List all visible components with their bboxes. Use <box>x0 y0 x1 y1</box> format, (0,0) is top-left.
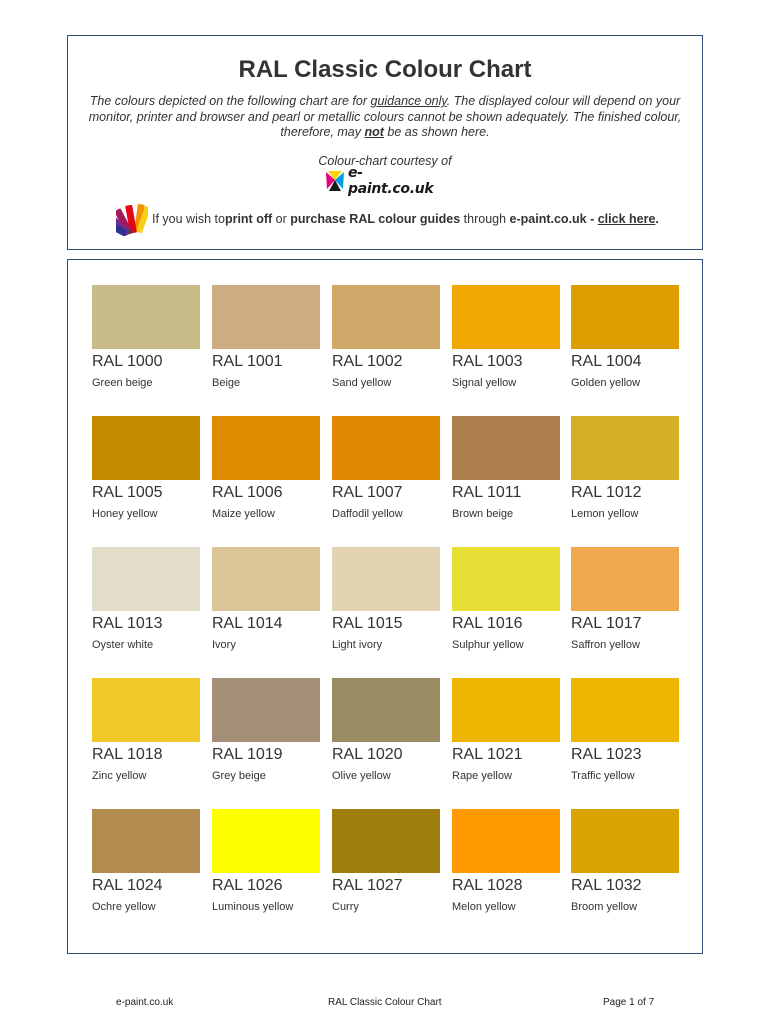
ral-code: RAL 1007 <box>332 484 403 501</box>
colour-swatch-card <box>332 809 442 913</box>
colour-swatch-card <box>92 416 202 520</box>
ral-code: RAL 1016 <box>452 615 523 632</box>
colour-name: Luminous yellow <box>212 901 294 913</box>
colour-sample <box>212 678 320 742</box>
colour-name: Golden yellow <box>571 377 641 389</box>
colour-swatch-card <box>92 809 202 913</box>
ral-code: RAL 1006 <box>212 484 283 501</box>
colour-name: Zinc yellow <box>92 770 147 782</box>
colour-name: Beige <box>212 377 241 389</box>
colour-name: Oyster white <box>92 639 154 651</box>
colour-swatch-card <box>332 678 442 782</box>
colour-swatch-card <box>212 547 322 651</box>
ral-code: RAL 1001 <box>212 353 283 370</box>
ral-code: RAL 1023 <box>571 746 642 763</box>
colour-swatch-card <box>452 547 562 651</box>
colour-sample <box>92 285 200 349</box>
footer-title: RAL Classic Colour Chart <box>328 997 442 1008</box>
colour-name: Ochre yellow <box>92 901 156 913</box>
colour-name: Sand yellow <box>332 377 392 389</box>
colour-swatch-card <box>332 547 442 651</box>
ral-code: RAL 1032 <box>571 877 642 894</box>
colour-sample <box>212 285 320 349</box>
colour-name: Light ivory <box>332 639 383 651</box>
colour-sample <box>571 809 679 873</box>
ral-code: RAL 1028 <box>452 877 523 894</box>
ral-code: RAL 1002 <box>332 353 403 370</box>
colour-swatch-card <box>571 809 681 913</box>
colour-sample <box>571 547 679 611</box>
not-emphasis: not <box>364 125 384 139</box>
colour-sample <box>332 678 440 742</box>
ral-code: RAL 1024 <box>92 877 163 894</box>
colour-swatch-card <box>332 285 442 389</box>
footer-site: e-paint.co.uk <box>116 997 174 1008</box>
colour-name: Lemon yellow <box>571 508 639 520</box>
ral-code: RAL 1003 <box>452 353 523 370</box>
ral-code: RAL 1021 <box>452 746 523 763</box>
footer-page-number: Page 1 of 7 <box>603 997 655 1008</box>
colour-name: Signal yellow <box>452 377 517 389</box>
colour-name: Sulphur yellow <box>452 639 524 651</box>
colour-sample <box>452 678 560 742</box>
colour-swatch-card <box>571 416 681 520</box>
ral-code: RAL 1014 <box>212 615 283 632</box>
colour-name: Maize yellow <box>212 508 275 520</box>
colour-sample <box>452 547 560 611</box>
colour-name: Melon yellow <box>452 901 516 913</box>
colour-name: Broom yellow <box>571 901 638 913</box>
ral-code: RAL 1018 <box>92 746 163 763</box>
colour-sample <box>212 416 320 480</box>
colour-swatch-card <box>571 547 681 651</box>
colour-name: Honey yellow <box>92 508 158 520</box>
colour-sample <box>571 285 679 349</box>
ral-code: RAL 1015 <box>332 615 403 632</box>
colour-sample <box>92 547 200 611</box>
e-paint-logo[interactable] <box>324 165 448 197</box>
ral-code: RAL 1011 <box>452 484 522 501</box>
colour-swatch-card <box>452 809 562 913</box>
colour-swatch-card <box>212 285 322 389</box>
colour-sample <box>452 285 560 349</box>
colour-sample <box>92 809 200 873</box>
colour-name: Saffron yellow <box>571 639 640 651</box>
colour-fan-deck-icon <box>116 202 148 236</box>
colour-name: Grey beige <box>212 770 266 782</box>
colour-sample <box>332 416 440 480</box>
ral-code: RAL 1019 <box>212 746 283 763</box>
colour-swatch-card <box>571 285 681 389</box>
page-title: RAL Classic Colour Chart <box>238 56 532 83</box>
colour-name: Traffic yellow <box>571 770 635 782</box>
ral-code: RAL 1004 <box>571 353 642 370</box>
click-here-link[interactable]: click here <box>597 212 656 226</box>
colour-swatch-card <box>332 416 442 520</box>
paint-splash-icon <box>324 169 346 193</box>
colour-name: Curry <box>332 901 359 913</box>
colour-swatch-card <box>571 678 681 782</box>
colour-sample <box>92 678 200 742</box>
colour-name: Ivory <box>212 639 236 651</box>
ral-code: RAL 1020 <box>332 746 403 763</box>
colour-swatch-card <box>212 809 322 913</box>
ral-code: RAL 1005 <box>92 484 163 501</box>
colour-sample <box>332 547 440 611</box>
colour-name: Daffodil yellow <box>332 508 403 520</box>
colour-name: Brown beige <box>452 508 514 520</box>
ral-code: RAL 1012 <box>571 484 642 501</box>
ral-code: RAL 1017 <box>571 615 642 632</box>
colour-swatch-card <box>452 678 562 782</box>
colour-name: Olive yellow <box>332 770 391 782</box>
colour-swatch-card <box>452 416 562 520</box>
guidance-only-text: guidance only <box>370 94 447 108</box>
colour-swatch-card <box>452 285 562 389</box>
ral-code: RAL 1027 <box>332 877 403 894</box>
ral-code: RAL 1000 <box>92 353 163 370</box>
colour-swatch-card <box>212 678 322 782</box>
colour-sample <box>212 547 320 611</box>
ral-code: RAL 1013 <box>92 615 163 632</box>
colour-name: Green beige <box>92 377 153 389</box>
colour-sample <box>571 416 679 480</box>
colour-sample <box>212 809 320 873</box>
logo-text: e-paint.co.uk <box>347 165 434 197</box>
disclaimer-text: The colours depicted on the following chart are for guidance only. The displayed colour will depend on your monitor, printer and browser and pearl or metallic colours cannot be shown adequately. The finished colour, therefore, may not be as shown here. <box>88 94 682 139</box>
colour-name: Rape yellow <box>452 770 512 782</box>
ral-code: RAL 1026 <box>212 877 283 894</box>
colour-swatch-card <box>92 678 202 782</box>
purchase-line: If you wish to print off or purchase RAL colour guides through e-paint.co.uk - click here . <box>116 201 659 237</box>
colour-sample <box>452 809 560 873</box>
colour-sample <box>571 678 679 742</box>
colour-swatch-card <box>92 285 202 389</box>
colour-chart-panel <box>67 259 703 954</box>
colour-sample <box>452 416 560 480</box>
header-panel <box>67 35 703 250</box>
colour-sample <box>92 416 200 480</box>
colour-sample <box>332 809 440 873</box>
colour-sample <box>332 285 440 349</box>
colour-swatch-card <box>212 416 322 520</box>
courtesy-text: Colour-chart courtesy of <box>318 154 452 168</box>
colour-swatch-card <box>92 547 202 651</box>
